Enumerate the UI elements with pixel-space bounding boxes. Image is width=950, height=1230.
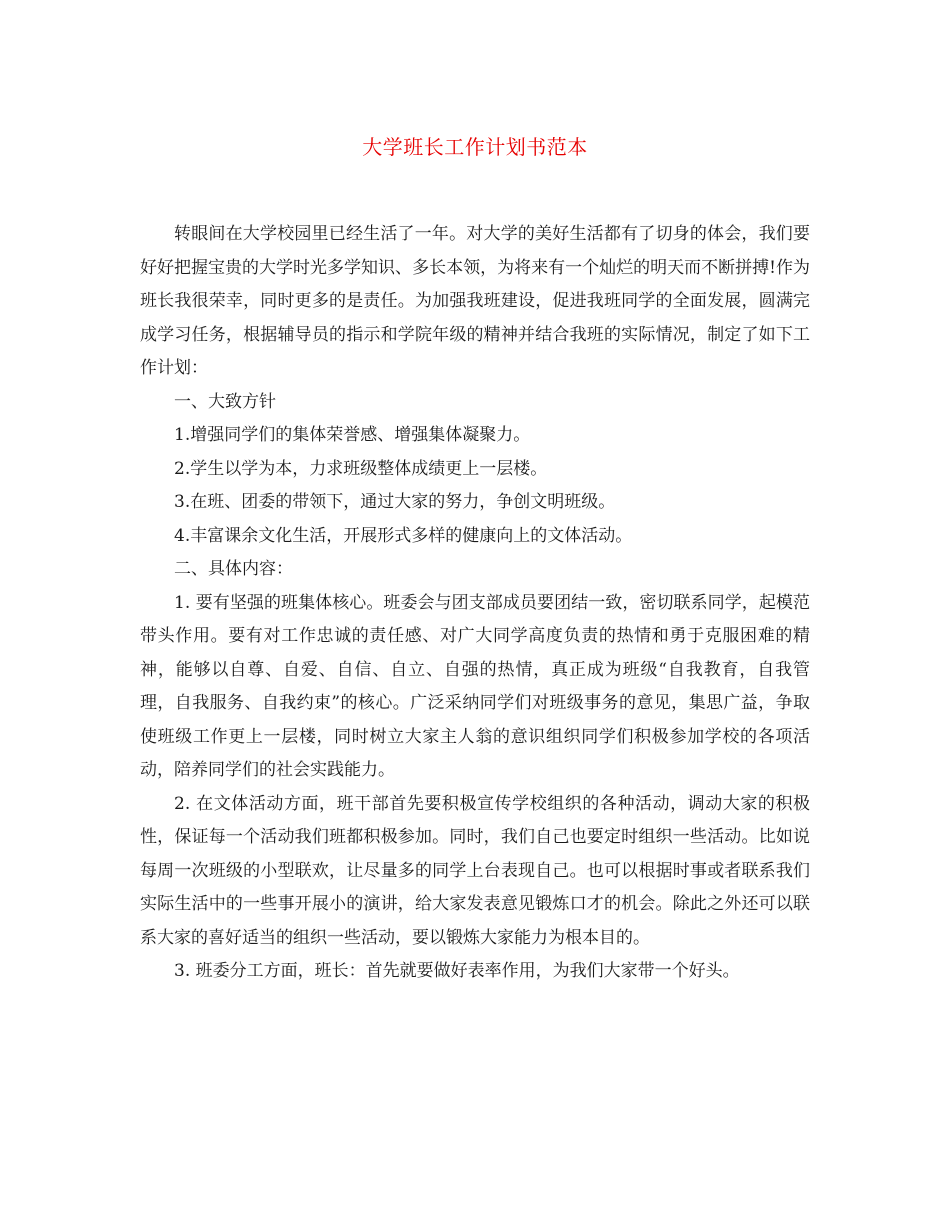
list-item: 4.丰富课余文化生活，开展形式多样的健康向上的文体活动。 — [174, 525, 633, 546]
paragraph-item-1: 1. 要有坚强的班集体核心。班委会与团支部成员要团结一致，密切联系同学，起模范带头作用。要有对工作忠诚的责任感、对广大同学高度负责的热情和勇于克服困难的精神，能够以自尊、自爱、自信、自立、自强的热情，真正成为班级“自我教育，自我管理，自我服务、自我约束”的核心。广泛采纳同学们对班级事务的意见，集思广益，争取使班级工作更上一层楼，同时树立大家主人翁的意识组织同学们积极参加学校的各项活动，陪养同学们的社会实践能力。 — [140, 592, 810, 780]
document-title: 大学班长工作计划书范本 — [362, 135, 588, 159]
document-body — [140, 218, 810, 989]
paragraph-item-2: 2. 在文体活动方面，班干部首先要积极宣传学校组织的各种活动，调动大家的积极性，保证每一个活动我们班都积极参加。同时，我们自己也要定时组织一些活动。比如说每周一次班级的小型联欢，让尽量多的同学上台表现自己。也可以根据时事或者联系我们实际生活中的一些事开展小的演讲，给大家发表意见锻炼口才的机会。除此之外还可以联系大家的喜好适当的组织一些活动，要以锻炼大家能力为根本目的。 — [140, 793, 810, 948]
section-heading-2: 二、具体内容： — [174, 559, 293, 579]
list-item: 3.在班、团委的带领下，通过大家的努力，争创文明班级。 — [174, 492, 616, 512]
list-item: 2.学生以学为本，力求班级整体成绩更上一层楼。 — [174, 458, 548, 479]
paragraph-intro: 转眼间在大学校园里已经生活了一年。对大学的美好生活都有了切身的体会，我们要好好把握宝贵的大学时光多学知识、多长本领，为将来有一个灿烂的明天而不断拼搏!作为班长我很荣幸，同时更多的是责任。为加强我班建设，促进我班同学的全面发展，圆满完成学习任务，根据辅导员的指示和学院年级的精神并结合我班的实际情况，制定了如下工作计划： — [140, 224, 810, 378]
paragraph-item-3: 3. 班委分工方面，班长：首先就要做好表率作用，为我们大家带一个好头。 — [174, 961, 740, 981]
section-heading-1: 一、大致方针 — [174, 391, 276, 412]
list-item: 1.增强同学们的集体荣誉感、增强集体凝聚力。 — [174, 425, 531, 445]
